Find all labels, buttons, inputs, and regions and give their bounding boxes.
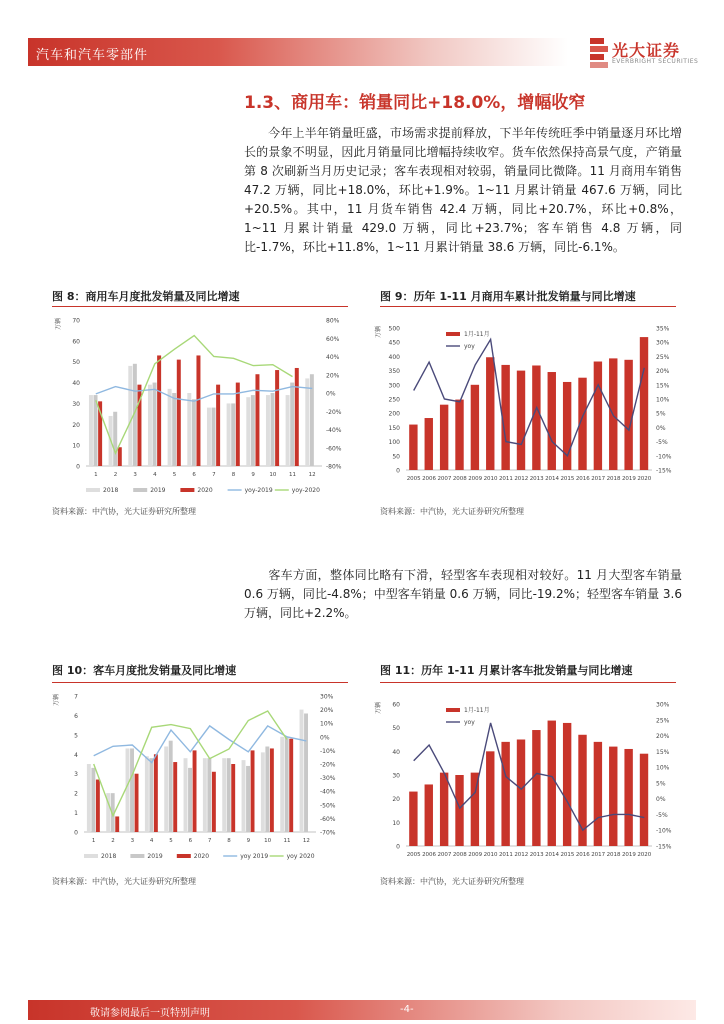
- fig10-y2tick: -20%: [320, 761, 336, 769]
- fig8-y2tick: 0%: [326, 390, 336, 398]
- fig10-xtick: 4: [149, 838, 154, 844]
- fig11-ylabel: 万辆: [375, 701, 382, 714]
- fig11-bar-1月-11月: [409, 792, 417, 846]
- fig9-bar-1月-11月: [517, 371, 525, 470]
- fig11-bar-1月-11月: [501, 742, 509, 846]
- fig8-bar-2018: [266, 395, 270, 466]
- fig11-xtick: 2017: [591, 852, 606, 858]
- fig8-legend-swatch: [133, 488, 147, 492]
- fig11-ytick: 40: [392, 748, 400, 756]
- fig11-xtick: 2013: [529, 852, 544, 858]
- fig11-xtick: 2009: [468, 852, 483, 858]
- fig10-chart: [50, 686, 350, 872]
- fig11-title: 图 11：历年 1-11 月累计客车批发销量与同比增速: [380, 664, 633, 677]
- fig10-legend-label: yoy 2019: [240, 853, 269, 860]
- fig10-xtick: 5: [169, 838, 173, 844]
- fig8-legend-label: yoy-2019: [244, 487, 273, 494]
- fig10-xtick: 7: [207, 838, 212, 844]
- fig10-bar-2018: [222, 758, 226, 832]
- fig11-bar-1月-11月: [624, 749, 632, 846]
- fig8-bar-2019: [231, 403, 235, 466]
- fig8-xtick: 7: [212, 472, 216, 478]
- fig8-bar-2020: [236, 383, 240, 466]
- fig10-bar-2020: [231, 764, 235, 832]
- fig11-xtick: 2008: [452, 852, 467, 858]
- fig8-ytick: 10: [72, 442, 80, 450]
- fig9-ytick: 400: [388, 353, 400, 361]
- fig8-xtick: 9: [251, 472, 255, 478]
- fig11-ytick: 60: [392, 701, 400, 709]
- fig10-bar-2019: [149, 758, 153, 832]
- fig8-bar-2020: [157, 355, 161, 466]
- fig11-xtick: 2011: [498, 852, 513, 858]
- fig9-xtick: 2015: [560, 476, 575, 482]
- fig10-bar-2020: [96, 780, 100, 832]
- fig8-bar-2018: [227, 403, 231, 466]
- fig9-ytick: 0: [396, 467, 400, 475]
- fig9-xtick: 2011: [498, 476, 513, 482]
- fig10-bar-2019: [246, 766, 250, 832]
- fig8-legend-swatch: [180, 488, 194, 492]
- fig10-legend-label: yoy 2020: [286, 853, 315, 860]
- fig10-legend-label: 2019: [147, 853, 163, 860]
- fig11-bar-1月-11月: [532, 730, 540, 846]
- brand-name: 光大证券: [612, 41, 681, 60]
- fig11-y2tick: 20%: [656, 733, 670, 741]
- fig9-ytick: 50: [392, 453, 400, 461]
- fig11-ytick: 30: [392, 772, 400, 780]
- fig8-bar-2018: [148, 385, 152, 466]
- fig8-bar-2019: [172, 393, 176, 466]
- fig11-ytick: 0: [396, 843, 400, 851]
- fig10-ytick: 4: [74, 751, 78, 759]
- fig9-source: 资料来源：中汽协，光大证券研究所整理: [380, 507, 524, 516]
- fig10-bar-2019: [130, 748, 134, 832]
- fig11-rule: [380, 682, 676, 683]
- fig8-bar-2018: [246, 397, 250, 466]
- fig9-ytick: 350: [388, 368, 400, 376]
- fig9-bar-1月-11月: [640, 337, 648, 470]
- fig9-ytick: 100: [388, 439, 400, 447]
- fig10-xtick: 8: [227, 838, 231, 844]
- fig8-xtick: 8: [231, 472, 236, 478]
- fig11-y2tick: -10%: [656, 827, 672, 835]
- fig10-legend-swatch: [130, 854, 144, 858]
- fig11-legend-label: 1月-11月: [464, 707, 490, 714]
- fig9-xtick: 2017: [591, 476, 606, 482]
- fig8-y2tick: -20%: [326, 408, 342, 416]
- fig11-xtick: 2005: [406, 852, 421, 858]
- section-title: 1.3、商用车：销量同比+18.0%，增幅收窄: [244, 93, 586, 113]
- fig8-y2tick: -80%: [326, 463, 342, 471]
- fig11-bar-1月-11月: [640, 754, 648, 846]
- fig10-bar-2019: [227, 758, 231, 832]
- fig9-ytick: 200: [388, 410, 400, 418]
- fig8-xtick: 3: [133, 472, 137, 478]
- fig8-chart: [52, 310, 352, 510]
- fig9-xtick: 2016: [575, 476, 590, 482]
- fig8-bar-2020: [118, 447, 122, 466]
- fig8-xtick: 4: [153, 472, 157, 478]
- fig11-y2tick: 30%: [656, 701, 670, 709]
- fig10-xtick: 6: [188, 838, 193, 844]
- fig11-bar-1月-11月: [425, 784, 433, 846]
- fig10-bar-2020: [289, 739, 293, 832]
- fig10-y2tick: -70%: [320, 829, 336, 837]
- fig9-xtick: 2006: [422, 476, 437, 482]
- fig8-ytick: 60: [72, 338, 80, 346]
- fig8-ytick: 70: [72, 317, 80, 325]
- fig11-bar-1月-11月: [455, 775, 463, 846]
- fig10-xtick: 10: [264, 838, 272, 844]
- fig8-bar-2019: [113, 412, 117, 466]
- fig8-legend-label: 2018: [103, 487, 119, 494]
- fig10-ytick: 1: [74, 810, 78, 818]
- page-number: -4-: [400, 1004, 414, 1015]
- fig9-legend-swatch: [446, 332, 460, 336]
- fig10-bar-2018: [164, 747, 168, 832]
- fig11-bar-1月-11月: [548, 721, 556, 846]
- fig10-bar-2018: [203, 758, 207, 832]
- fig10-xtick: 11: [283, 838, 291, 844]
- fig10-ytick: 7: [74, 693, 78, 701]
- brand-name-en: EVERBRIGHT SECURITIES: [612, 58, 699, 65]
- fig8-y2tick: 80%: [326, 317, 340, 325]
- fig9-xtick: 2014: [545, 476, 560, 482]
- fig11-y2tick: 25%: [656, 717, 670, 725]
- fig9-ytick: 150: [388, 424, 400, 432]
- fig10-title: 图 10：客车月度批发销量及同比增速: [52, 664, 237, 677]
- fig9-title: 图 9：历年 1-11 月商用车累计批发销量与同比增速: [380, 290, 636, 303]
- fig8-ytick: 40: [72, 380, 80, 388]
- fig9-y2tick: 10%: [656, 396, 670, 404]
- fig10-bar-2019: [285, 737, 289, 832]
- fig10-bar-2020: [212, 772, 216, 832]
- fig10-ytick: 3: [74, 771, 78, 779]
- fig8-bar-2019: [271, 393, 275, 466]
- fig10-ytick: 0: [74, 829, 78, 837]
- fig9-xtick: 2007: [437, 476, 452, 482]
- fig11-legend-swatch: [446, 708, 460, 712]
- fig11-xtick: 2015: [560, 852, 575, 858]
- fig9-y2tick: 35%: [656, 325, 670, 333]
- fig8-bar-2019: [251, 395, 255, 466]
- fig8-ytick: 50: [72, 359, 80, 367]
- fig8-bar-2020: [255, 374, 259, 466]
- fig11-bar-1月-11月: [609, 747, 617, 846]
- footer-disclaimer: 敬请参阅最后一页特别声明: [90, 1008, 210, 1019]
- fig8-bar-2018: [305, 378, 309, 466]
- fig8-bar-2019: [153, 383, 157, 466]
- fig8-y2tick: 20%: [326, 372, 340, 380]
- fig9-ytick: 250: [388, 396, 400, 404]
- fig8-bar-2019: [212, 408, 216, 466]
- fig8-title: 图 8：商用车月度批发销量及同比增速: [52, 290, 240, 303]
- paragraph-bus: 客车方面，整体同比略有下滑，轻型客车表现相对较好。11 月大型客车销量 0.6 万辆，同比-4.8%；中型客车销量 0.6 万辆，同比-19.2%；轻型客车销量 3.6 万辆，同比+2.2%。: [244, 568, 682, 620]
- fig10-xtick: 1: [91, 838, 96, 844]
- fig8-xtick: 10: [269, 472, 277, 478]
- fig8-bar-2018: [187, 393, 191, 466]
- fig10-bar-2020: [115, 816, 119, 832]
- fig10-y2tick: -50%: [320, 802, 336, 810]
- fig10-y2tick: 20%: [320, 707, 334, 715]
- fig10-y2tick: -60%: [320, 815, 336, 823]
- fig8-rule: [52, 306, 348, 307]
- fig11-bar-1月-11月: [440, 773, 448, 846]
- fig10-ylabel: 万辆: [53, 693, 60, 706]
- fig9-bar-1月-11月: [455, 400, 463, 470]
- fig10-bar-2020: [173, 762, 177, 832]
- fig8-y2tick: 40%: [326, 354, 340, 361]
- fig11-bar-1月-11月: [486, 751, 494, 846]
- fig10-bar-2019: [265, 747, 269, 832]
- fig8-legend-label: yoy-2020: [291, 487, 320, 494]
- fig10-bar-2019: [169, 741, 173, 832]
- fig9-bar-1月-11月: [471, 385, 479, 470]
- fig8-xtick: 11: [289, 472, 296, 478]
- fig8-bar-2018: [128, 366, 132, 466]
- fig9-legend-label: 1月-11月: [464, 331, 490, 338]
- fig10-bar-2018: [184, 758, 188, 832]
- fig11-y2tick: 10%: [656, 764, 670, 772]
- fig9-y2tick: 25%: [656, 353, 670, 361]
- fig9-bar-1月-11月: [624, 360, 632, 470]
- fig8-xtick: 12: [308, 472, 316, 478]
- fig11-xtick: 2018: [606, 852, 621, 858]
- fig10-bar-2020: [154, 754, 158, 832]
- fig10-y2tick: 10%: [320, 720, 334, 728]
- fig10-bar-2019: [188, 768, 192, 832]
- fig10-bar-2018: [87, 764, 91, 832]
- fig11-xtick: 2016: [575, 852, 590, 858]
- fig10-bar-2018: [242, 760, 246, 832]
- fig8-legend-swatch: [86, 488, 100, 492]
- fig11-ytick: 50: [392, 725, 400, 733]
- fig9-ylabel: 万辆: [375, 325, 382, 338]
- fig9-bar-1月-11月: [594, 362, 602, 470]
- fig11-bar-1月-11月: [517, 740, 525, 847]
- fig10-ytick: 5: [74, 732, 78, 740]
- fig8-xtick: 6: [192, 472, 196, 478]
- fig9-xtick: 2018: [606, 476, 621, 482]
- fig9-xtick: 2013: [529, 476, 544, 482]
- fig8-ylabel: 万辆: [55, 317, 62, 330]
- fig9-bar-1月-11月: [563, 382, 571, 470]
- fig11-y2tick: 15%: [656, 748, 670, 756]
- fig10-y2tick: -40%: [320, 788, 336, 796]
- fig11-ytick: 20: [392, 796, 400, 804]
- fig10-y2tick: 0%: [320, 734, 330, 742]
- fig11-xtick: 2019: [621, 852, 636, 858]
- fig9-y2tick: -10%: [656, 453, 672, 461]
- fig9-y2tick: 5%: [656, 410, 666, 418]
- fig11-xtick: 2014: [545, 852, 560, 858]
- fig8-bar-2018: [168, 389, 172, 466]
- fig10-legend-label: 2018: [101, 853, 117, 860]
- fig9-y2tick: 15%: [656, 382, 670, 390]
- fig8-ytick: 30: [72, 400, 80, 408]
- fig8-ytick: 20: [72, 421, 80, 429]
- fig9-ytick: 500: [388, 325, 400, 333]
- fig8-y2tick: -40%: [326, 427, 342, 434]
- paragraph-commercial-vehicle: 今年上半年销量旺盛，市场需求提前释放，下半年传统旺季中销量逐月环比增长的景象不明显，因此月销量同比增幅持续收窄。货车依然保持高景气度，产销量第 8 次刷新当月历史记录；客车表现相对较弱，销量同比微降。11 月商用车销售 47.2 万辆，同比+18.0%，环比+1.9%。1~11 月累计销量 467.6 万辆，同比+20.5%。其中，11 月货车销售 42.4 万辆，同比+20.7%，环比+0.8%，1~11 月累计销量 429.0 万辆，同比+23.7%；客车销售 4.8 万辆，同比-1.7%，环比+11.8%，1~11 月累计销量 38.6 万辆，同比-6.1%。: [244, 126, 682, 254]
- fig9-y2tick: 20%: [656, 368, 670, 376]
- fig11-xtick: 2020: [637, 852, 652, 858]
- fig9-xtick: 2020: [637, 476, 652, 482]
- fig9-y2tick: -5%: [656, 439, 668, 447]
- fig11-y2tick: 0%: [656, 796, 666, 804]
- fig10-bar-2020: [270, 748, 274, 832]
- fig8-line-yoy-2019: [96, 387, 312, 402]
- fig9-y2tick: 0%: [656, 424, 666, 432]
- fig8-legend-label: 2020: [197, 487, 213, 494]
- fig8-bar-2018: [286, 395, 290, 466]
- fig9-xtick: 2019: [621, 476, 636, 482]
- fig10-ytick: 6: [74, 712, 78, 720]
- fig9-bar-1月-11月: [486, 357, 494, 470]
- fig8-bar-2018: [207, 408, 211, 466]
- fig10-y2tick: -10%: [320, 747, 336, 755]
- fig8-bar-2020: [196, 355, 200, 466]
- fig8-source: 资料来源：中汽协，光大证券研究所整理: [52, 507, 196, 516]
- fig10-bar-2018: [126, 748, 130, 832]
- fig10-source: 资料来源：中汽协，光大证券研究所整理: [52, 877, 196, 886]
- fig8-ytick: 0: [76, 463, 80, 471]
- fig8-bar-2020: [216, 385, 220, 466]
- fig10-xtick: 12: [302, 838, 310, 844]
- fig8-bar-2019: [94, 395, 98, 466]
- fig11-chart: [376, 686, 676, 872]
- fig9-ytick: 300: [388, 382, 400, 390]
- fig11-xtick: 2006: [422, 852, 437, 858]
- fig8-xtick: 5: [172, 472, 177, 478]
- fig11-ytick: 10: [392, 819, 400, 827]
- fig11-y2tick: 5%: [656, 780, 666, 788]
- fig10-y2tick: 30%: [320, 693, 334, 701]
- fig9-xtick: 2008: [452, 476, 467, 482]
- fig9-ytick: 450: [388, 339, 400, 347]
- fig11-y2tick: -15%: [656, 843, 672, 851]
- fig11-bar-1月-11月: [563, 723, 571, 846]
- fig9-legend-label: yoy: [464, 343, 475, 350]
- fig8-y2tick: -60%: [326, 445, 342, 453]
- fig11-y2tick: -5%: [656, 811, 668, 819]
- fig11-xtick: 2010: [483, 852, 498, 858]
- fig10-legend-swatch: [177, 854, 191, 858]
- fig10-bar-2019: [207, 758, 211, 832]
- fig8-y2tick: 60%: [326, 335, 340, 343]
- fig10-y2tick: -30%: [320, 775, 336, 783]
- fig10-bar-2019: [91, 768, 95, 832]
- fig10-bar-2018: [145, 756, 149, 832]
- fig9-chart: [376, 310, 676, 510]
- fig11-xtick: 2012: [514, 852, 529, 858]
- fig9-xtick: 2010: [483, 476, 498, 482]
- fig9-bar-1月-11月: [548, 372, 556, 470]
- fig10-bar-2020: [193, 750, 197, 832]
- fig11-bar-1月-11月: [594, 742, 602, 846]
- fig10-bar-2020: [251, 750, 255, 832]
- fig10-rule: [52, 682, 348, 683]
- fig8-bar-2019: [290, 383, 294, 466]
- fig8-xtick: 2: [113, 472, 118, 478]
- fig8-xtick: 1: [94, 472, 98, 478]
- fig8-legend-label: 2019: [150, 487, 166, 494]
- fig9-xtick: 2005: [406, 476, 421, 482]
- fig9-y2tick: 30%: [656, 339, 670, 347]
- fig9-bar-1月-11月: [409, 425, 417, 470]
- header-section: 汽车和汽车零部件: [36, 48, 149, 63]
- fig11-xtick: 2007: [437, 852, 452, 858]
- fig10-bar-2019: [304, 713, 308, 832]
- fig11-legend-label: yoy: [464, 719, 475, 726]
- fig9-rule: [380, 306, 676, 307]
- fig9-xtick: 2012: [514, 476, 529, 482]
- fig9-bar-1月-11月: [440, 405, 448, 470]
- fig9-bar-1月-11月: [532, 365, 540, 470]
- fig10-xtick: 3: [130, 838, 135, 844]
- fig8-bar-2020: [177, 360, 181, 466]
- fig8-bar-2020: [295, 368, 299, 466]
- fig10-xtick: 9: [246, 838, 251, 844]
- fig10-ytick: 2: [74, 790, 78, 798]
- fig10-legend-label: 2020: [193, 853, 210, 860]
- fig8-bar-2018: [89, 395, 93, 466]
- fig10-bar-2018: [300, 710, 304, 832]
- fig11-source: 资料来源：中汽协，光大证券研究所整理: [380, 877, 524, 886]
- fig9-xtick: 2009: [468, 476, 483, 482]
- fig8-bar-2020: [275, 370, 279, 466]
- fig9-bar-1月-11月: [425, 418, 433, 470]
- fig9-y2tick: -15%: [656, 467, 672, 475]
- fig10-bar-2018: [280, 737, 284, 832]
- fig10-xtick: 2: [111, 838, 115, 844]
- fig10-bar-2018: [261, 752, 265, 832]
- fig8-bar-2019: [192, 399, 196, 466]
- fig10-legend-swatch: [84, 854, 98, 858]
- fig10-bar-2020: [135, 774, 139, 832]
